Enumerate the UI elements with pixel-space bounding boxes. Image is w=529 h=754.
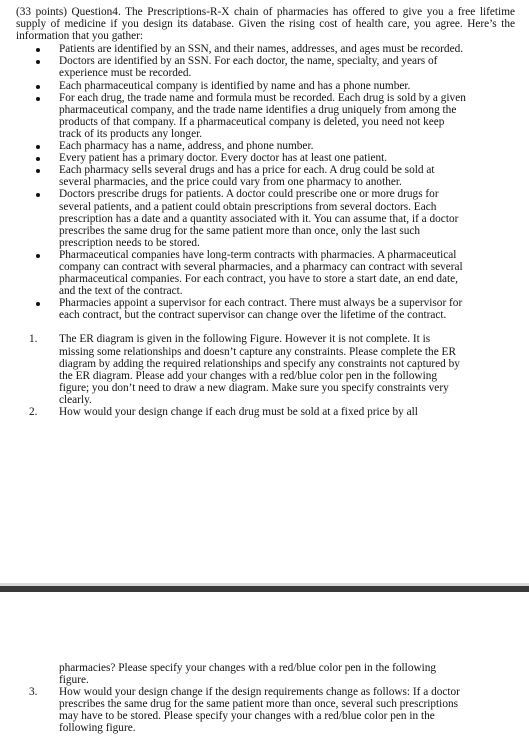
question-intro: (33 points) Question4. The Prescriptions-R-X chain of pharmacies has offered to give you a free lifetime supply of medicine if you design its database. Given the rising cost of health care, you agree. Here’s the information that you gather:	[16, 6, 515, 43]
question-text: How would your design change if each drug must be sold at a fixed price by all	[59, 406, 418, 418]
bullet-icon	[36, 97, 40, 101]
requirement-item: Doctors are identified by an SSN. For each doctor, the name, specialty, and years of experience must be recorded.	[0, 55, 529, 79]
bullet-icon	[36, 157, 40, 161]
bullet-icon	[36, 85, 40, 89]
bullet-icon	[36, 48, 40, 52]
bullet-icon	[36, 193, 40, 197]
question-number: 2.	[29, 406, 38, 418]
question-text: How would your design change if the design requirements change as follows: If a doctor prescribes the same drug for the same patient more than once, several such prescriptions may have to be stored. Please specify your changes with a red/blue color pen in the following figure.	[59, 686, 460, 735]
requirement-item: Pharmacies appoint a supervisor for each contract. There must always be a supervisor for each contract, but the contract supervisor can change over the lifetime of the contract.	[0, 297, 529, 321]
bullet-icon	[36, 60, 40, 64]
page-break-divider	[0, 586, 529, 592]
question-item-3	[0, 686, 529, 734]
bullet-icon	[36, 302, 40, 306]
bullet-icon	[36, 254, 40, 258]
questions-list	[0, 333, 529, 418]
requirement-item: Patients are identified by an SSN, and their names, addresses, and ages must be recorded.	[0, 43, 529, 55]
requirement-item: Each pharmacy has a name, address, and phone number.	[0, 140, 529, 152]
requirements-list	[0, 43, 529, 321]
requirement-item: Every patient has a primary doctor. Every doctor has at least one patient.	[0, 152, 529, 164]
question-number: 1.	[29, 333, 38, 346]
question-item-1	[0, 333, 529, 406]
requirement-item: Each pharmaceutical company is identified by name and has a phone number.	[0, 80, 529, 92]
requirement-item: Doctors prescribe drugs for patients. A doctor could prescribe one or more drugs for several patients, and a patient could obtain prescriptions from several doctors. Each prescription has a date and a quantity associated with it. You can assume that, if a doctor prescribes the same drug for the same patient more than once, only the last such prescription needs to be stored.	[0, 188, 529, 248]
requirement-item: For each drug, the trade name and formula must be recorded. Each drug is sold by a given pharmaceutical company, and the trade name identifies a drug uniquely from among the products of that company. If a pharmaceutical company is deleted, you need not keep track of its products any longer.	[0, 92, 529, 140]
question-item-2	[0, 406, 529, 418]
question-2-continuation: pharmacies? Please specify your changes with a red/blue color pen in the following figure.	[59, 662, 437, 687]
requirement-item: Pharmaceutical companies have long-term contracts with pharmacies. A pharmaceutical company can contract with several pharmacies, and a pharmacy can contract with several pharmaceutical companies. For each contract, you have to store a start date, an end date, and the text of the contract.	[0, 249, 529, 297]
question-number: 3.	[29, 686, 38, 699]
question-text: The ER diagram is given in the following Figure. However it is not complete. It is missing some relationships and doesn’t capture any constraints. Please complete the ER diagram by adding the required relationships and specify any constraints not captured by the ER diagram. Please add your changes with a red/blue color pen in the following figure; you don’t need to draw a new diagram. Make sure you specify constraints very clearly.	[59, 333, 460, 406]
page-bottom-section	[0, 662, 529, 735]
bullet-icon	[36, 169, 40, 173]
requirement-item: Each pharmacy sells several drugs and has a price for each. A drug could be sold at several pharmacies, and the price could vary from one pharmacy to another.	[0, 164, 529, 188]
questions-list-continued	[0, 686, 529, 734]
bullet-icon	[36, 145, 40, 149]
